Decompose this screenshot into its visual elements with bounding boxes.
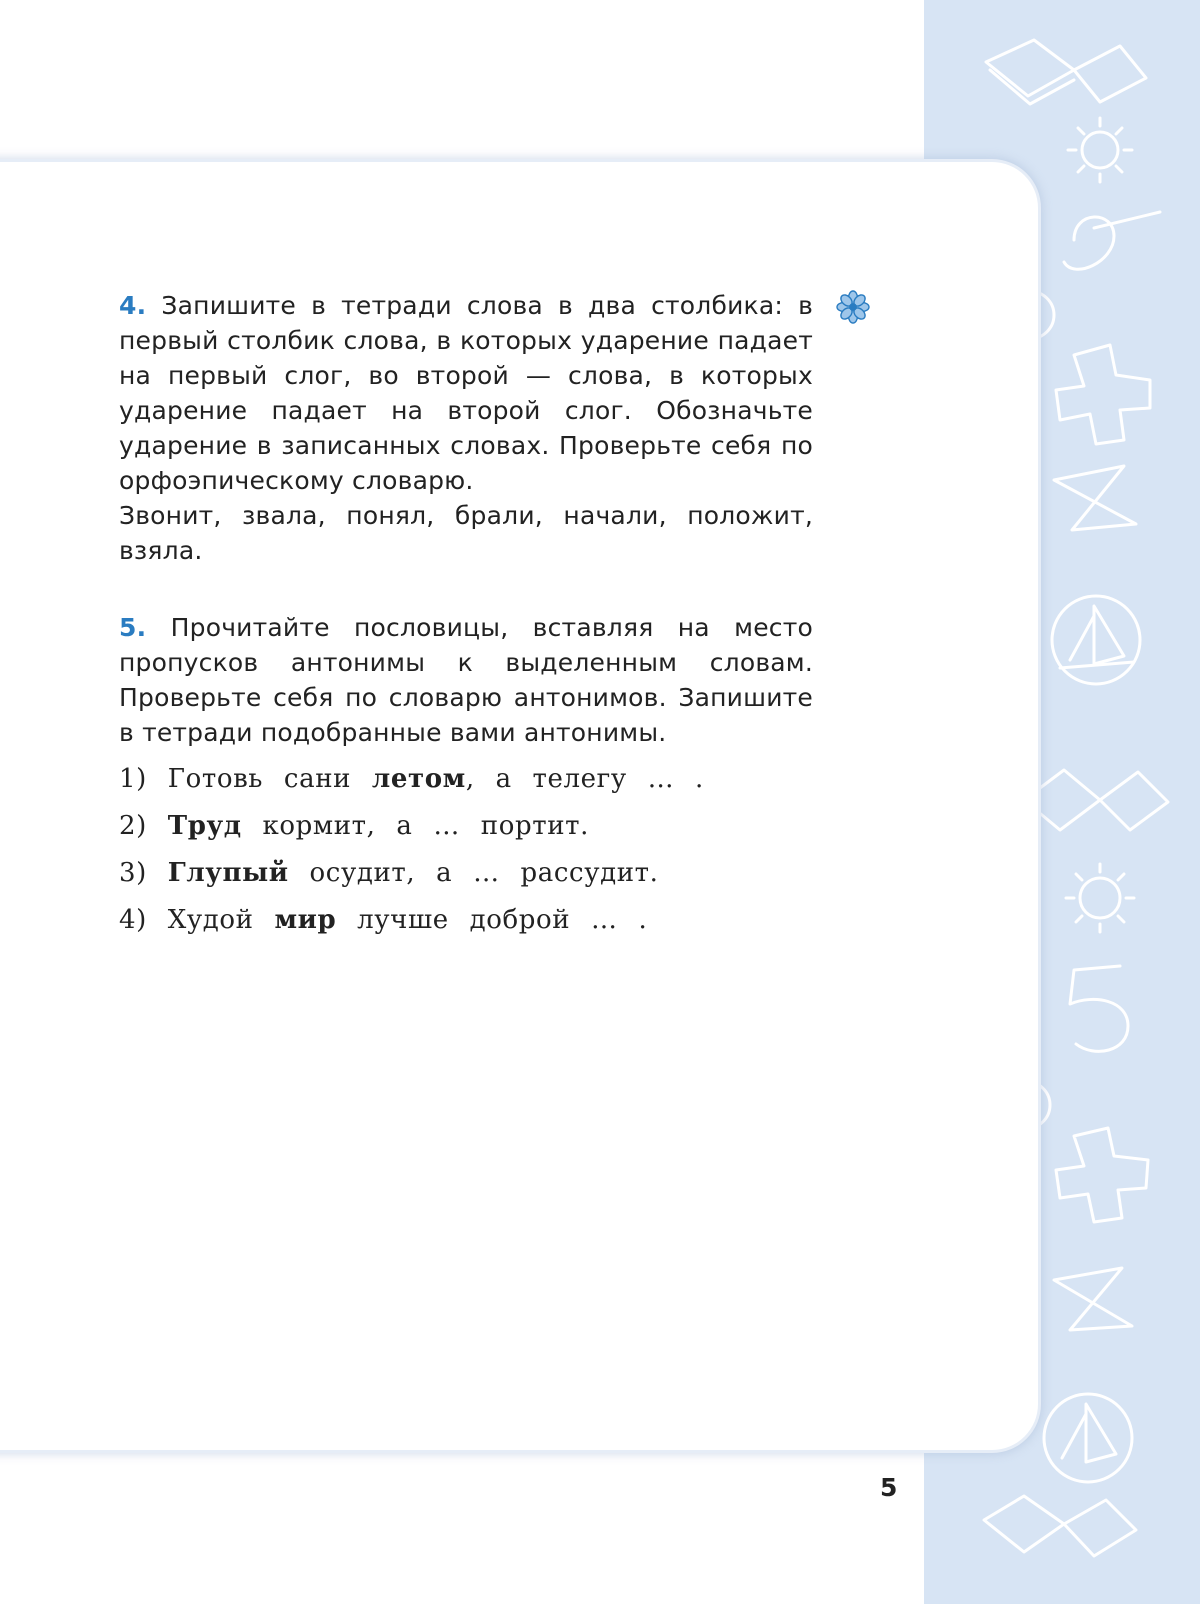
- digit-5-icon: [1070, 966, 1128, 1051]
- task-5: [119, 610, 813, 944]
- proverb-item: 2) Труд кормит, а … портит.: [119, 811, 589, 841]
- proverb-item: 4) Худой мир лучше доброй … .: [119, 905, 648, 935]
- proverb-number: 4): [119, 905, 147, 935]
- sun-icon: [1066, 864, 1134, 932]
- page-content: [119, 288, 813, 944]
- sailboat-icon: [1044, 1394, 1132, 1482]
- proverbs-list: [119, 756, 813, 944]
- open-book-icon: [984, 1496, 1136, 1556]
- task-4-words: Звонит, звала, понял, брали, начали, положит, взяла.: [119, 501, 813, 565]
- open-book-icon: [1024, 770, 1168, 830]
- task-4: [119, 288, 813, 568]
- hourglass-icon: [1054, 1268, 1132, 1330]
- highlighted-word: летом: [371, 764, 466, 794]
- hourglass-icon: [1054, 466, 1136, 530]
- highlighted-word: мир: [274, 905, 337, 935]
- sailboat-icon: [1052, 596, 1140, 684]
- sun-icon: [1068, 118, 1132, 182]
- proverb-number: 2): [119, 811, 147, 841]
- plus-icon: [1056, 345, 1150, 444]
- proverb-item: 3) Глупый осудит, а … рассудит.: [119, 858, 659, 888]
- task-number: 5.: [119, 613, 147, 642]
- proverb-item: 1) Готовь сани летом, а телегу … .: [119, 764, 704, 794]
- drawing-tool-icon: [1064, 212, 1160, 269]
- task-text: Запишите в тетради слова в два столбика: в первый столбик слова, в которых ударение падает на первый слог, во второй — слова, в которых ударение падает на второй слог. Обозначьте ударение в записанных словах. Проверьте себя по орфоэпическому словарю.: [119, 291, 814, 495]
- proverb-number: 3): [119, 858, 147, 888]
- task-text: Прочитайте пословицы, вставляя на место пропусков антонимы к выделенным словам. Проверьте себя по словарю антонимов. Запишите в тетради подобранные вами антонимы.: [119, 613, 813, 747]
- plus-icon: [1056, 1128, 1148, 1222]
- asterisk-flower-icon: [836, 290, 870, 324]
- task-number: 4.: [119, 291, 147, 320]
- task-4-instructions: [119, 288, 813, 498]
- page-number: 5: [880, 1473, 898, 1502]
- highlighted-word: Глупый: [167, 858, 289, 888]
- task-5-instructions: [119, 610, 813, 750]
- highlighted-word: Труд: [167, 811, 242, 841]
- proverb-number: 1): [119, 764, 147, 794]
- open-book-icon: [986, 40, 1146, 104]
